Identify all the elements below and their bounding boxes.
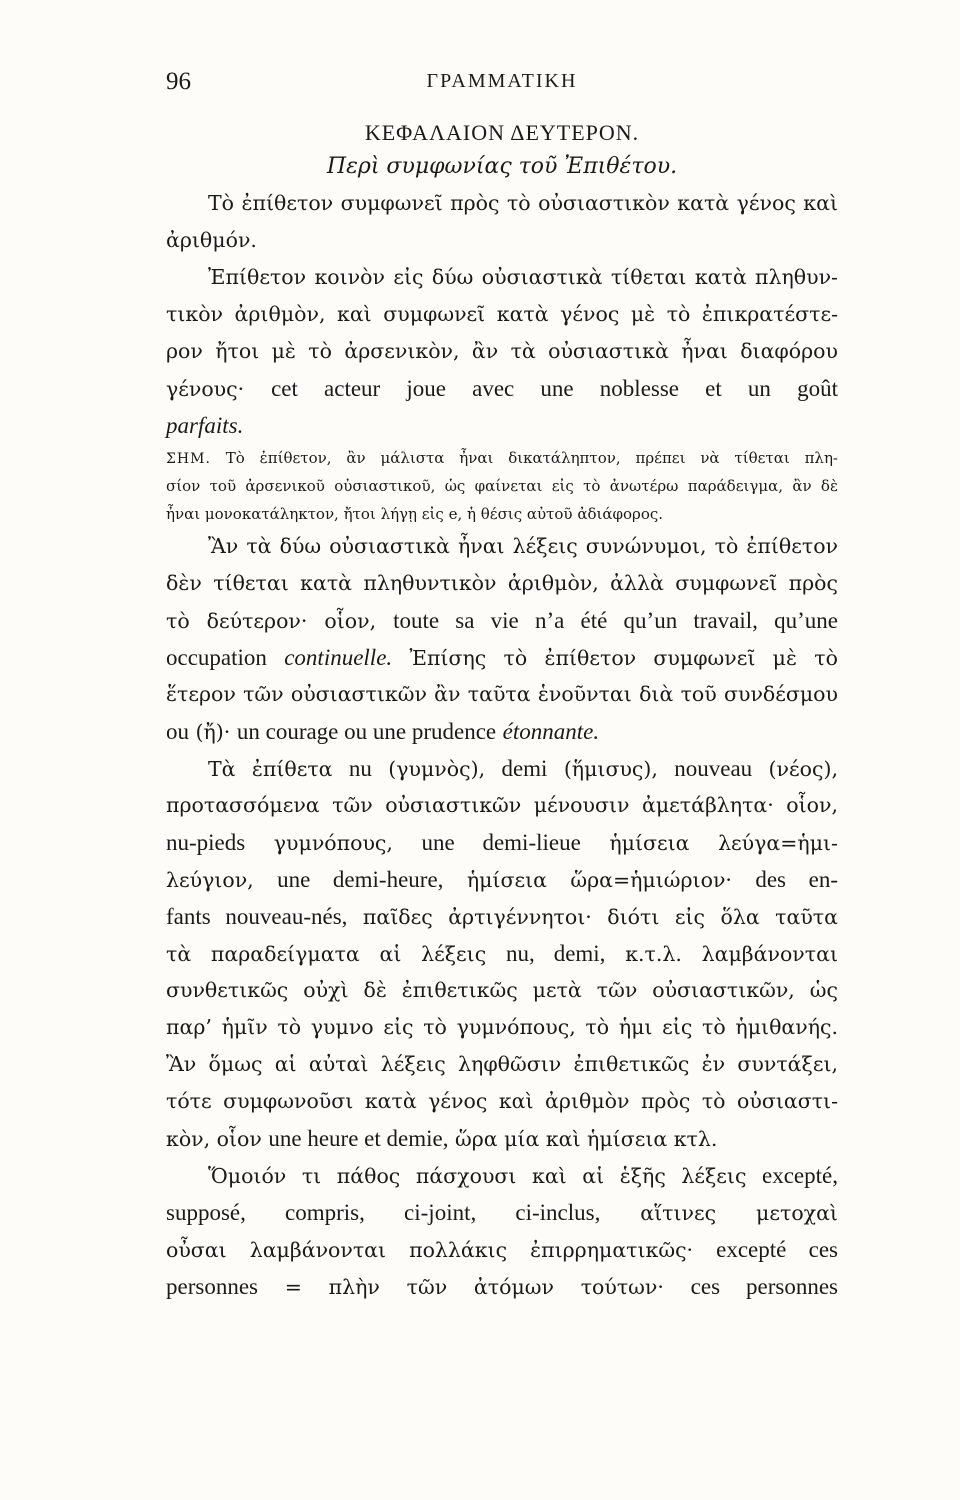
- greek-text: Ἐπίσης τὸ ἐπίθετον συμφωνεῖ μὲ τὸ: [409, 646, 838, 670]
- greek-text: ἡμίσεια λεύγα=ἡμι-: [609, 831, 838, 855]
- french-example: supposé, compris, ci-joint, ci-inclus,: [166, 1200, 601, 1225]
- french-example: une demi-heure,: [277, 867, 444, 892]
- note-line: σίον τοῦ ἀρσενικοῦ οὐσιαστικοῦ, ὡς φαίνεται εἰς τὸ ἀνωτέρω παράδειγμα, ἂν δὲ: [166, 477, 838, 495]
- greek-text: (ἤ)·: [195, 720, 231, 744]
- greek-text: (ἥμισυς),: [563, 757, 658, 781]
- greek-text: τὰ παραδείγματα αἱ λέξεις: [166, 942, 487, 966]
- greek-text: Τὰ ἐπίθετα: [208, 757, 333, 781]
- french-example: continuelle.: [284, 645, 393, 670]
- french-example: une demi-lieue: [421, 830, 581, 855]
- text-line: [166, 1120, 838, 1157]
- text-line: προτασσόμενα τῶν οὐσιαστικῶν μένουσιν ἀμετάβλητα· οἷον,: [166, 793, 838, 817]
- greek-text: παῖδες ἀρτιγέννητοι· διότι εἰς ὅλα ταῦτα: [362, 905, 838, 929]
- paragraph-3: [166, 750, 838, 1157]
- text-line: [166, 602, 838, 639]
- text-line: Ἂν τὰ δύω οὐσιαστικὰ ἦναι λέξεις συνώνυμοι, τὸ ἐπίθετον: [208, 534, 838, 558]
- french-example: ces personnes: [690, 1274, 838, 1299]
- greek-text: = πλὴν τῶν ἀτόμων τούτων·: [284, 1275, 664, 1299]
- text-line: ἀριθμόν.: [166, 228, 257, 252]
- running-head: [166, 68, 838, 108]
- french-word: ou: [166, 719, 189, 744]
- text-line: δὲν τίθεται κατὰ πληθυντικὸν ἀριθμὸν, ἀλλὰ συμφωνεῖ πρὸς: [166, 571, 838, 595]
- french-example: fants nouveau-nés,: [166, 904, 348, 929]
- french-word: personnes: [166, 1274, 258, 1299]
- paragraph-2: [166, 528, 838, 750]
- note-label: ΣΗΜ.: [166, 451, 211, 467]
- note-text: Τὸ ἐπίθετον, ἂν μάλιστα ἦναι δικατάληπτον, πρέπει νὰ τίθεται πλη-: [225, 449, 838, 467]
- page-number: 96: [166, 68, 191, 95]
- french-example: cet acteur joue avec une noblesse et un goût: [271, 376, 838, 401]
- text-line: [166, 1231, 838, 1268]
- book-page: [166, 68, 838, 1305]
- french-example: étonnante.: [502, 719, 600, 744]
- french-word: excepté,: [762, 1163, 838, 1188]
- greek-text: αἵτινες μετοχαὶ: [640, 1201, 838, 1225]
- paragraph-4: [166, 1157, 838, 1305]
- intro-paragraph: [166, 185, 838, 259]
- text-line: [166, 935, 838, 972]
- text-line: [166, 1157, 838, 1194]
- text-line: συνθετικῶς οὐχὶ δὲ ἐπιθετικῶς μετὰ τῶν οὐσιαστικῶν, ὡς: [166, 978, 838, 1002]
- text-line: [166, 639, 838, 676]
- text-line: [166, 713, 838, 750]
- greek-text: ὥρα μία καὶ ἡμίσεια κτλ.: [455, 1127, 718, 1151]
- french-example: des en-: [755, 867, 838, 892]
- note-line: ἦναι μονοκατάληκτον, ἤτοι λήγῃ εἰς e, ἡ θέσις αὐτοῦ ἀδιάφορος.: [166, 505, 664, 523]
- french-word: nu-pieds: [166, 830, 246, 855]
- chapter-subtitle: Περὶ συμφωνίας τοῦ Ἐπιθέτου.: [326, 154, 678, 179]
- greek-text: Ὅμοιόν τι πάθος πάσχουσι καὶ αἱ ἑξῆς λέξεις: [208, 1164, 747, 1188]
- french-example: toute sa vie n’a été qu’un travail, qu’une: [393, 608, 838, 633]
- note-line: [166, 444, 838, 472]
- french-example: parfaits.: [166, 413, 244, 438]
- greek-text: λεύγιον,: [166, 868, 254, 892]
- greek-text: κὸν, οἷον: [166, 1127, 262, 1151]
- text-line: παρ’ ἡμῖν τὸ γυμνο εἰς τὸ γυμνόπους, τὸ ἡμι εἰς τὸ ἡμιθανής.: [166, 1015, 838, 1039]
- text-line: [166, 861, 838, 898]
- text-line: [166, 1268, 838, 1305]
- paragraph-1: [166, 259, 838, 444]
- text-line: τότε συμφωνοῦσι κατὰ γένος καὶ ἀριθμὸν πρὸς τὸ οὐσιαστι-: [166, 1089, 838, 1113]
- greek-text: κ.τ.λ. λαμβάνονται: [625, 942, 838, 966]
- text-line: [166, 824, 838, 861]
- greek-text: οὖσαι λαμβάνονται πολλάκις ἐπιρρηματικῶς·: [166, 1238, 694, 1262]
- text-line: Τὸ ἐπίθετον συμφωνεῖ πρὸς τὸ οὐσιαστικὸν κατὰ γένος καὶ: [208, 191, 838, 215]
- text-line: [166, 407, 838, 444]
- text-line: τικὸν ἀριθμὸν, καὶ συμφωνεῖ κατὰ γένος μὲ τὸ ἐπικρατέστε-: [166, 302, 838, 326]
- french-word: demi: [501, 756, 548, 781]
- chapter-title: ΚΕΦΑΛΑΙΟΝ ΔΕΥΤΕΡΟΝ.: [364, 120, 640, 145]
- french-example: un courage ou une prudence: [236, 719, 497, 744]
- french-example: excepté ces: [716, 1237, 838, 1262]
- greek-text: (γυμνὸς),: [388, 757, 486, 781]
- french-word: nu, demi,: [505, 941, 606, 966]
- greek-text: γένους·: [166, 377, 245, 401]
- text-line: Ἐπίθετον κοινὸν εἰς δύω οὐσιαστικὰ τίθεται κατὰ πληθυν-: [208, 265, 838, 289]
- french-example: occupation: [166, 645, 267, 670]
- greek-text: ἡμίσεια ὥρα=ἡμιώριον·: [466, 868, 732, 892]
- greek-text: τὸ δεύτερον· οἷον,: [166, 609, 377, 633]
- text-line: [166, 750, 838, 787]
- running-title: ΓΡΑΜΜΑΤΙΚΗ: [426, 70, 578, 92]
- text-line: [166, 898, 838, 935]
- note-block: [166, 444, 838, 528]
- french-example: une heure et demie,: [268, 1126, 449, 1151]
- french-word: nu: [348, 756, 372, 781]
- text-line: ρον ἤτοι μὲ τὸ ἀρσενικὸν, ἂν τὰ οὐσιαστικὰ ἦναι διαφόρου: [166, 339, 838, 363]
- text-line: [166, 370, 838, 407]
- text-line: Ἂν ὅμως αἱ αὐταὶ λέξεις ληφθῶσιν ἐπιθετικῶς ἐν συντάξει,: [166, 1052, 838, 1076]
- greek-text: γυμνόπους,: [273, 831, 393, 855]
- text-line: [166, 1194, 838, 1231]
- text-line: ἕτερον τῶν οὐσιαστικῶν ἂν ταῦτα ἑνοῦνται διὰ τοῦ συνδέσμου: [166, 682, 838, 706]
- greek-text: (νέος),: [768, 757, 838, 781]
- french-word: nouveau: [674, 756, 753, 781]
